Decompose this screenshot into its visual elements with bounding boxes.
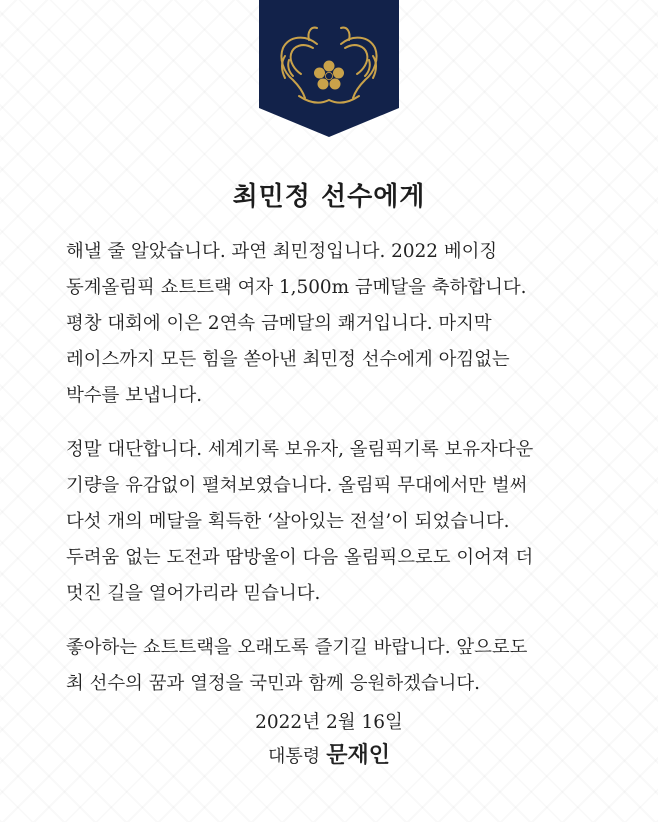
phoenix-emblem-icon <box>259 0 399 137</box>
paragraph-line: 기량을 유감없이 펼쳐보였습니다. 올림픽 무대에서만 벌써 <box>66 475 528 496</box>
paragraph-line: 해낼 줄 알았습니다. 과연 최민정입니다. 2022 베이징 <box>66 241 498 262</box>
paragraph-line: 멋진 길을 열어가리라 믿습니다. <box>66 583 321 604</box>
paragraph-line: 두려움 없는 도전과 땀방울이 다음 올림픽으로도 이어져 더 <box>66 547 534 568</box>
signer-name: 문재인 <box>326 742 390 768</box>
paragraph <box>66 234 596 414</box>
paragraph-line: 다섯 개의 메달을 획득한 ‘살아있는 전설’이 되었습니다. <box>66 511 510 532</box>
presidential-emblem-banner <box>259 0 399 137</box>
letter-body <box>66 234 596 702</box>
paragraph <box>66 432 596 612</box>
paragraph <box>66 630 596 702</box>
letter-title: 최민정 선수에게 <box>232 182 426 212</box>
paragraph-line: 평창 대회에 이은 2연속 금메달의 쾌거입니다. 마지막 <box>66 313 492 334</box>
paragraph-line: 박수를 보냅니다. <box>66 385 203 406</box>
paragraph-line: 최 선수의 꿈과 열정을 국민과 함께 응원하겠습니다. <box>66 673 480 694</box>
paragraph-line: 좋아하는 쇼트트랙을 오래도록 즐기길 바랍니다. 앞으로도 <box>66 637 528 658</box>
paragraph-line: 동계올림픽 쇼트트랙 여자 1,500m 금메달을 축하합니다. <box>66 277 527 298</box>
paragraph-line: 정말 대단합니다. 세계기록 보유자, 올림픽기록 보유자다운 <box>66 439 534 460</box>
letter-date: 2022년 2월 16일 <box>255 712 403 733</box>
signer-position: 대통령 <box>268 746 321 767</box>
signature <box>0 738 658 769</box>
paragraph-line: 레이스까지 모든 힘을 쏟아낸 최민정 선수에게 아낌없는 <box>66 349 510 370</box>
